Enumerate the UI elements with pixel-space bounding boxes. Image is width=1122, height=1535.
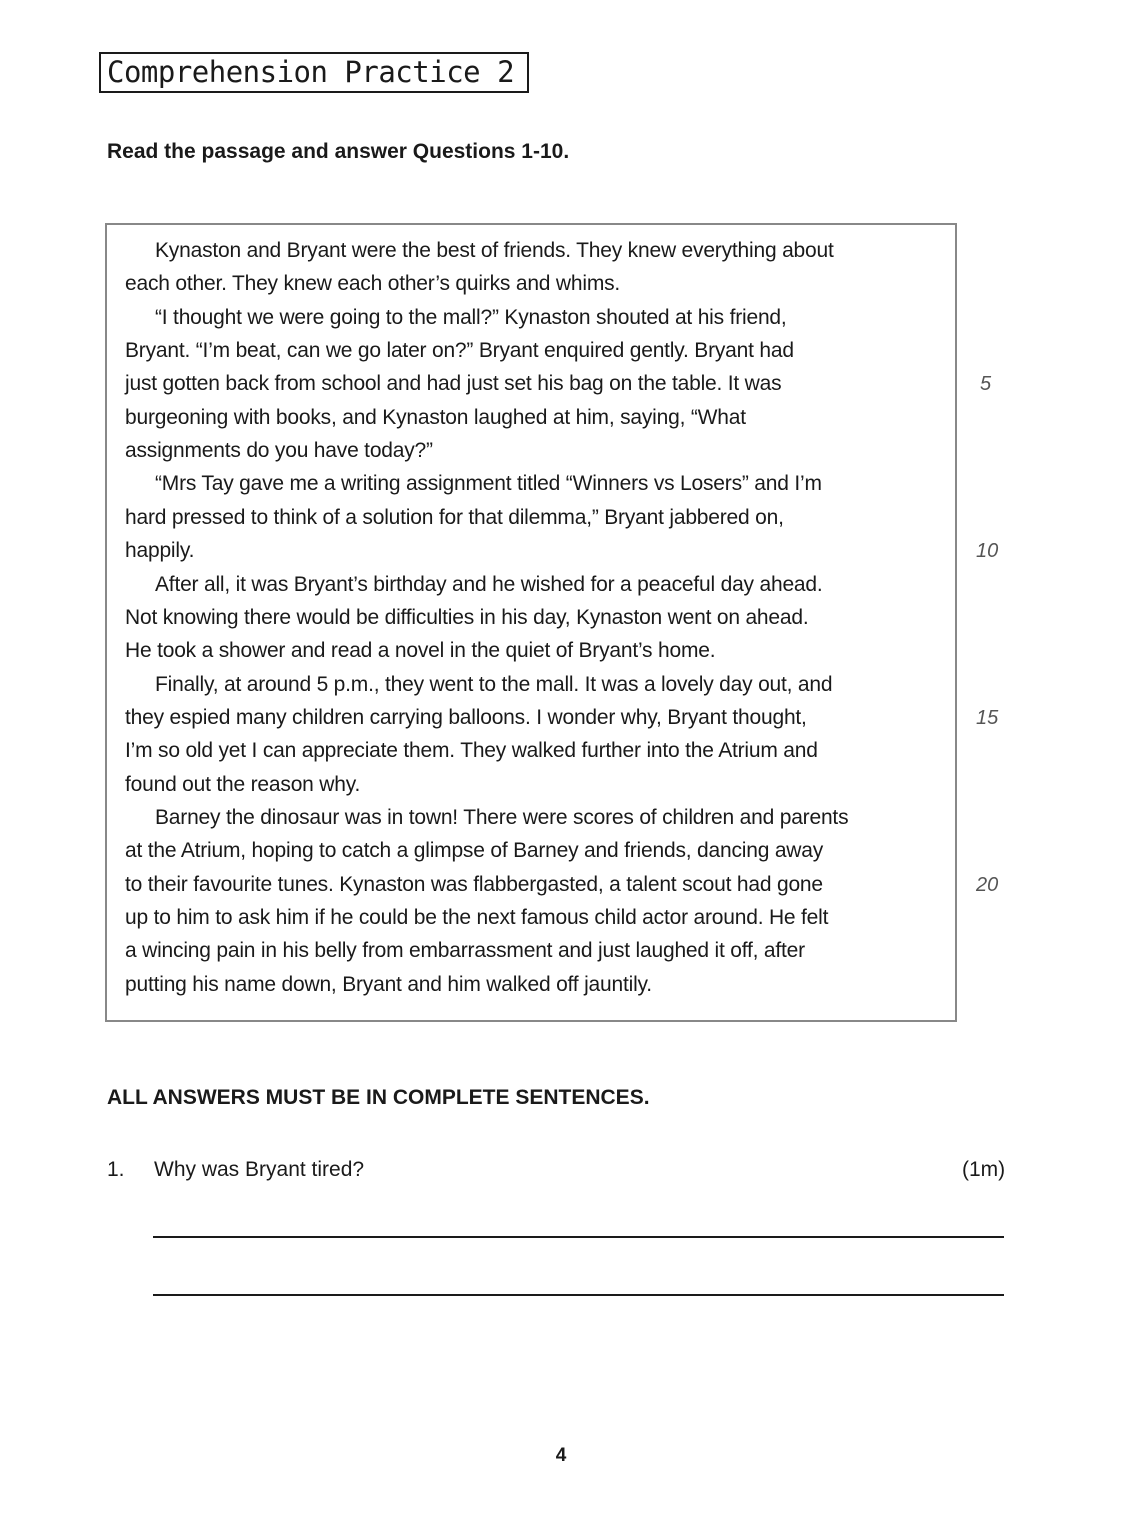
answer-line[interactable] (153, 1236, 1004, 1238)
passage-line: After all, it was Bryant’s birthday and he wished for a peaceful day ahead. (155, 572, 823, 596)
passage-line: assignments do you have today?” (125, 439, 433, 463)
passage-line: “I thought we were going to the mall?” Kynaston shouted at his friend, (155, 305, 787, 329)
line-number: 5 (980, 373, 992, 396)
answers-note: ALL ANSWERS MUST BE IN COMPLETE SENTENCES. (107, 1086, 650, 1109)
passage-line: hard pressed to think of a solution for that dilemma,” Bryant jabbered on, (125, 505, 784, 529)
question-text: Why was Bryant tired? (154, 1158, 365, 1181)
passage-line: putting his name down, Bryant and him walked off jauntily. (125, 972, 652, 996)
passage-line: they espied many children carrying balloons. I wonder why, Bryant thought, (125, 705, 807, 729)
passage-line: found out the reason why. (125, 772, 361, 796)
passage-line: Finally, at around 5 p.m., they went to the mall. It was a lovely day out, and (155, 672, 833, 696)
passage-line: Bryant. “I’m beat, can we go later on?” Bryant enquired gently. Bryant had (125, 339, 794, 363)
passage-line: each other. They knew each other’s quirks and whims. (125, 272, 621, 296)
line-number: 10 (976, 540, 999, 563)
passage-line: I’m so old yet I can appreciate them. They walked further into the Atrium and (125, 739, 818, 763)
passage-line: to their favourite tunes. Kynaston was flabbergasted, a talent scout had gone (125, 872, 823, 896)
line-number: 15 (976, 706, 999, 729)
passage-line: just gotten back from school and had just set his bag on the table. It was (125, 372, 782, 396)
passage-line: at the Atrium, hoping to catch a glimpse of Barney and friends, dancing away (125, 839, 824, 863)
passage-line: Not knowing there would be difficulties in his day, Kynaston went on ahead. (125, 605, 809, 629)
title-box (99, 52, 529, 93)
question-number: 1. (107, 1158, 125, 1181)
passage-line: happily. (125, 539, 195, 563)
page-number: 4 (555, 1445, 567, 1466)
passage-line: Barney the dinosaur was in town! There were scores of children and parents (155, 805, 849, 829)
page-title: Comprehension Practice 2 (107, 55, 515, 89)
instruction-text: Read the passage and answer Questions 1-10. (107, 140, 570, 163)
passage-line: burgeoning with books, and Kynaston laughed at him, saying, “What (125, 405, 746, 429)
passage-line: Kynaston and Bryant were the best of friends. They knew everything about (155, 239, 834, 262)
answer-line[interactable] (153, 1294, 1004, 1296)
line-number: 20 (976, 873, 999, 896)
passage-line: He took a shower and read a novel in the quiet of Bryant’s home. (125, 639, 716, 663)
question-marks: (1m) (962, 1158, 1006, 1181)
passage-line: “Mrs Tay gave me a writing assignment titled “Winners vs Losers” and I’m (155, 472, 822, 496)
passage-line: up to him to ask him if he could be the next famous child actor around. He felt (125, 906, 829, 929)
passage-line: a wincing pain in his belly from embarrassment and just laughed it off, after (125, 939, 805, 963)
